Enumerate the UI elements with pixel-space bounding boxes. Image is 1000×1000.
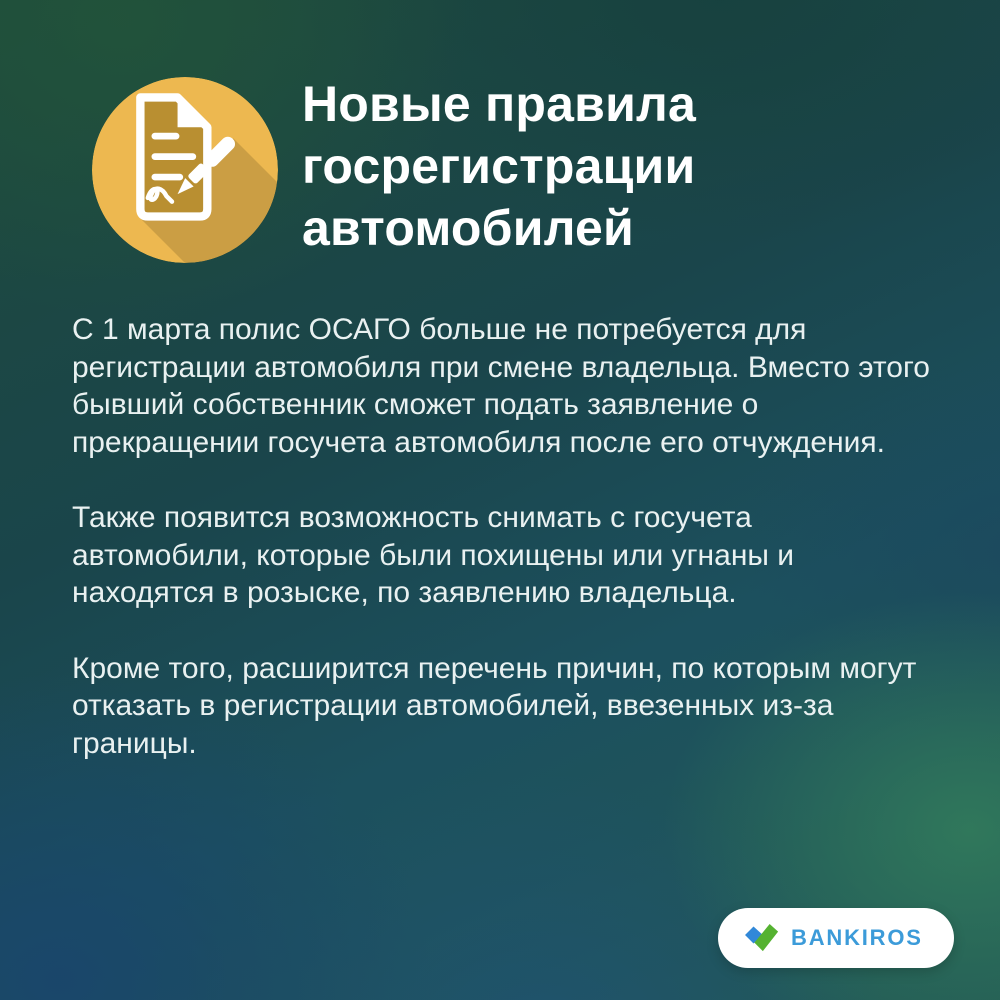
document-signing-icon bbox=[92, 77, 278, 263]
brand-badge bbox=[718, 908, 954, 968]
bankiros-logo-icon bbox=[745, 924, 779, 952]
body-text bbox=[72, 311, 930, 800]
paragraph-stolen-cars: Также появится возможность снимать с госучета автомобили, которые были похищены или угнаны и находятся в розыске, по заявлению владельца. bbox=[72, 501, 795, 609]
paragraph-imported-cars: Кроме того, расширится перечень причин, по которым могут отказать в регистрации автомобилей, ввезенных из-за границы. bbox=[72, 651, 917, 760]
paragraph-osago: С 1 марта полис ОСАГО больше не потребуется для регистрации автомобиля при смене владельца. Вместо этого бывший собственник сможет подать заявление о прекращении госучета автомобиля после его отчуждения. bbox=[72, 313, 930, 459]
brand-label: BANKIROS bbox=[791, 925, 923, 950]
page-title: Новые правила госрегистрации автомобилей bbox=[302, 76, 696, 256]
